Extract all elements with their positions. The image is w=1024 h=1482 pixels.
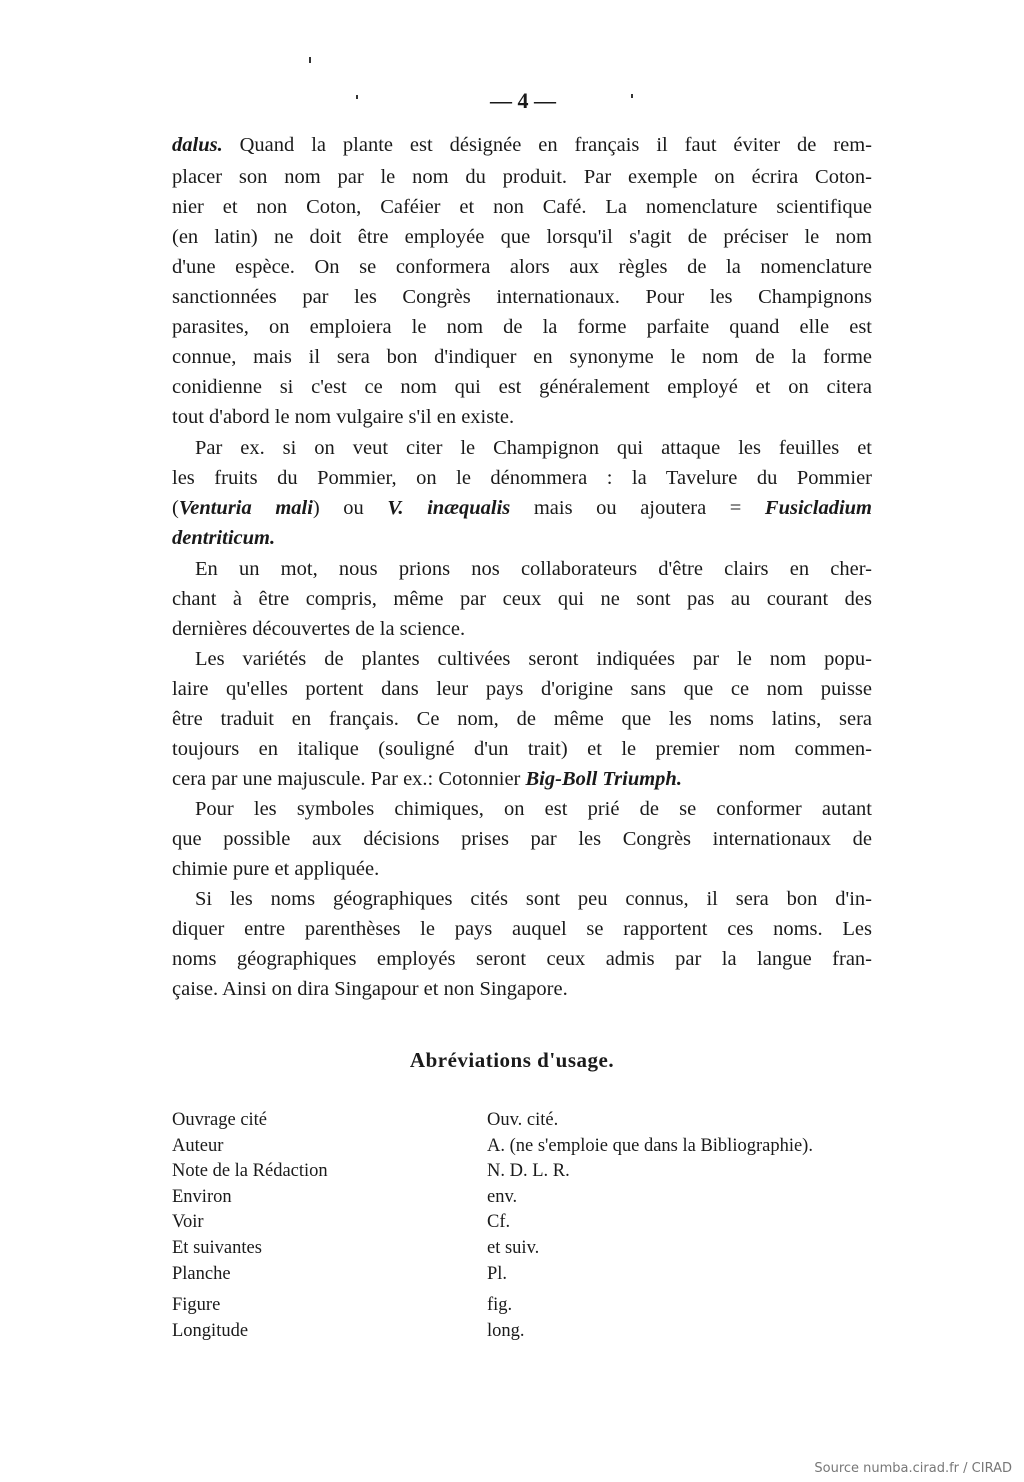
abbreviation-term: Longitude: [172, 1321, 249, 1341]
text-line: [195, 647, 872, 671]
italic-text: V. inæqualis: [387, 497, 511, 519]
text-segment: connue, mais il sera bon d'indiquer en synonyme le nom de la forme: [172, 346, 872, 368]
text-segment: d'une espèce. On se conformera alors aux règles de la nomenclature: [172, 256, 872, 278]
text-segment: chant à être compris, même par ceux qui ne sont pas au courant des: [172, 588, 872, 610]
text-line: [172, 255, 872, 279]
text-line: [195, 436, 872, 460]
text-line: [172, 285, 872, 309]
abbreviations-heading: Abréviations d'usage.: [409, 1048, 615, 1072]
text-line: [172, 225, 872, 249]
text-segment: diquer entre parenthèses le pays auquel se rapportent ces noms. Les: [172, 918, 872, 940]
text-segment: çaise. Ainsi on dira Singapour et non Singapore.: [172, 978, 568, 1000]
text-segment: sanctionnées par les Congrès internationaux. Pour les Champignons: [172, 286, 872, 308]
text-line: [172, 827, 872, 851]
text-line: [172, 767, 872, 791]
text-line: [195, 887, 872, 911]
text-line: [172, 857, 872, 881]
text-segment: Les variétés de plantes cultivées seront indiquées par le nom popu-: [195, 648, 872, 670]
italic-text: dentriticum.: [172, 527, 276, 549]
abbreviation-term: Note de la Rédaction: [172, 1161, 328, 1181]
abbreviation-value: N. D. L. R.: [487, 1161, 570, 1181]
source-credit: Source numba.cirad.fr / CIRAD: [814, 1461, 1012, 1476]
abbreviation-value: Cf.: [487, 1212, 511, 1232]
italic-text: Venturia mali: [178, 497, 313, 519]
text-segment: être traduit en français. Ce nom, de même que les noms latins, sera: [172, 708, 872, 730]
text-line: [172, 133, 872, 157]
italic-text: Big-Boll Triumph.: [525, 768, 682, 790]
text-segment: cera par une majuscule. Par ex.: Cotonnier: [172, 768, 526, 790]
text-segment: ) ou: [312, 497, 388, 519]
text-line: [172, 917, 872, 941]
text-segment: (: [172, 497, 179, 519]
text-segment: parasites, on emploiera le nom de la forme parfaite quand elle est: [172, 316, 872, 338]
scan-speck: [309, 57, 311, 63]
text-line: [172, 195, 872, 219]
text-line: [195, 557, 872, 581]
abbreviation-term: Auteur: [172, 1136, 224, 1156]
text-segment: toujours en italique (souligné d'un trait) et le premier nom commen-: [172, 738, 872, 760]
abbreviation-term: Environ: [172, 1187, 232, 1207]
text-segment: laire qu'elles portent dans leur pays d'origine sans que ce nom puisse: [172, 678, 872, 700]
text-segment: conidienne si c'est ce nom qui est généralement employé et on citera: [172, 376, 872, 398]
text-segment: placer son nom par le nom du produit. Par exemple on écrira Coton-: [172, 166, 872, 188]
text-segment: noms géographiques employés seront ceux admis par la langue fran-: [172, 948, 872, 970]
abbreviation-term: Voir: [172, 1212, 204, 1232]
text-line: [172, 345, 872, 369]
text-segment: tout d'abord le nom vulgaire s'il en existe.: [172, 406, 515, 428]
abbreviation-value: long.: [487, 1321, 525, 1341]
text-segment: Quand la plante est désignée en français il faut éviter de rem-: [222, 134, 872, 156]
text-segment: En un mot, nous prions nos collaborateurs d'être clairs en cher-: [195, 558, 872, 580]
text-segment: les fruits du Pommier, on le dénommera : la Tavelure du Pommier: [172, 467, 872, 489]
abbreviation-value: fig.: [487, 1295, 513, 1315]
text-line: [172, 165, 872, 189]
abbreviation-term: Ouvrage cité: [172, 1110, 268, 1130]
text-segment: Si les noms géographiques cités sont peu connus, il sera bon d'in-: [195, 888, 872, 910]
text-segment: (en latin) ne doit être employée que lorsqu'il s'agit de préciser le nom: [172, 226, 872, 248]
text-line: [172, 526, 872, 550]
text-line: [172, 707, 872, 731]
page-number: — 4 —: [490, 88, 556, 113]
text-line: [172, 737, 872, 761]
italic-text: dalus.: [172, 134, 223, 156]
abbreviation-value: A. (ne s'emploie que dans la Bibliographie).: [487, 1136, 813, 1156]
abbreviation-value: env.: [487, 1187, 518, 1207]
text-line: [172, 375, 872, 399]
text-segment: nier et non Coton, Caféier et non Café. La nomenclature scientifique: [172, 196, 872, 218]
text-line: [172, 405, 872, 429]
text-line: [172, 617, 872, 641]
abbreviation-value: Ouv. cité.: [487, 1110, 559, 1130]
text-segment: dernières découvertes de la science.: [172, 618, 466, 640]
text-segment: chimie pure et appliquée.: [172, 858, 380, 880]
text-segment: Par ex. si on veut citer le Champignon qui attaque les feuilles et: [195, 437, 872, 459]
text-line: [172, 947, 872, 971]
italic-text: Fusicladium: [764, 497, 873, 519]
abbreviation-term: Planche: [172, 1264, 231, 1284]
text-line: [172, 587, 872, 611]
abbreviation-term: Figure: [172, 1295, 221, 1315]
text-line: [172, 496, 872, 520]
text-segment: mais ou ajoutera =: [510, 497, 765, 519]
abbreviation-value: et suiv.: [487, 1238, 540, 1258]
text-line: [172, 466, 872, 490]
text-line: [172, 315, 872, 339]
abbreviation-value: Pl.: [487, 1264, 508, 1284]
abbreviation-term: Et suivantes: [172, 1238, 262, 1258]
text-segment: Pour les symboles chimiques, on est prié de se conformer autant: [195, 798, 872, 820]
text-line: [172, 977, 872, 1001]
text-line: [172, 677, 872, 701]
text-line: [195, 797, 872, 821]
text-segment: que possible aux décisions prises par les Congrès internationaux de: [172, 828, 872, 850]
